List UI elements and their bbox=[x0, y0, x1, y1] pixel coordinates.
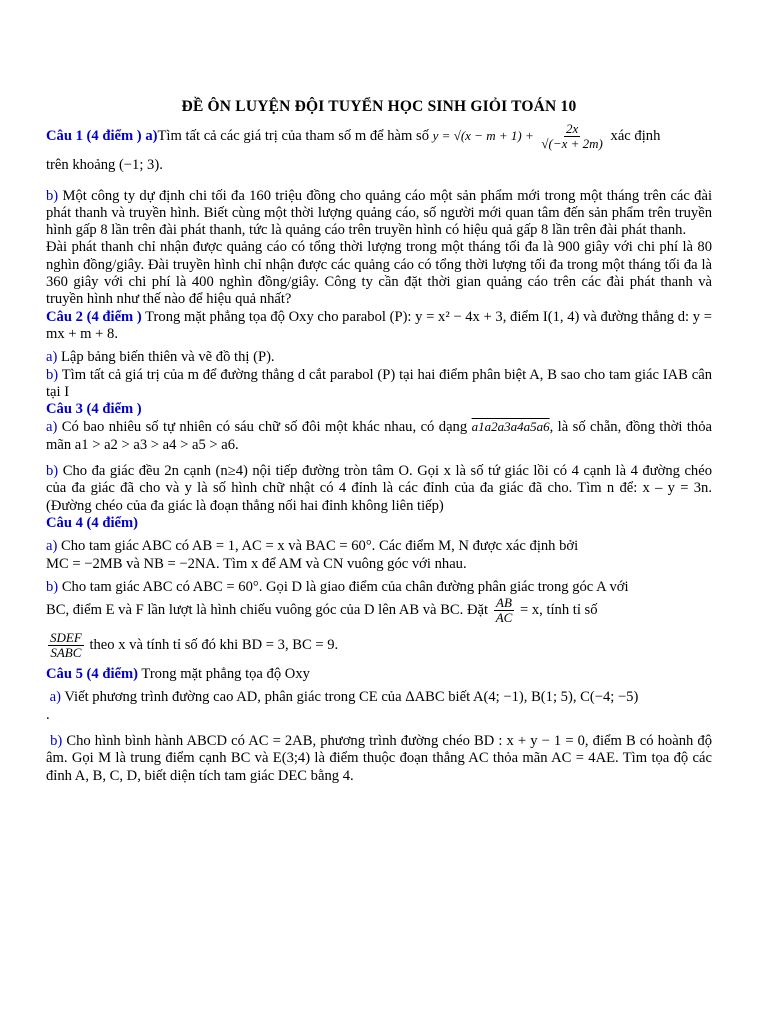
q5-b-label: b) bbox=[50, 733, 63, 750]
q4-b-ratio-den: SABC bbox=[50, 645, 82, 661]
q3-part-a bbox=[46, 418, 712, 454]
q5-a-text: Viết phương trình đường cao AD, phân giác trong CE của ΔABC biết A(4; −1), B(1; 5), C(−4; −5) bbox=[64, 689, 639, 706]
q5-intro bbox=[46, 666, 712, 683]
q2-part-a bbox=[46, 349, 712, 366]
q3-b-label: b) bbox=[46, 463, 59, 480]
q2-a-text: Lập bảng biến thiên và vẽ đồ thị (P). bbox=[61, 349, 275, 366]
q5-heading: Câu 5 (4 điểm) bbox=[46, 666, 139, 683]
q4-b-line3 bbox=[46, 631, 712, 660]
q1-b-text: Một công ty dự định chi tối đa 160 triệu đồng cho quảng cáo một sản phẩm mới trong một tháng trên các đài phát thanh và truyền hình. Biết cùng một thời lượng quảng cáo, số người mới quan tâm đến sản phẩm trên truyền hình gấp 8 lần trên đài phát thanh, tức là quảng cáo trên truyền hình có hiệu quả gấp 8 lần trên đài phát thanh. bbox=[46, 187, 713, 239]
q3-a-text2: , là số chẵn, đồng thời thỏa mãn a1 > a2 > a3 > a4 > a5 > a6. bbox=[46, 419, 712, 453]
q1-a-frac-den: √(−x + 2m) bbox=[541, 136, 603, 152]
q3-heading-line bbox=[46, 401, 712, 418]
q1-a-tail: xác định bbox=[610, 128, 661, 145]
q5-b-text: Cho hình bình hành ABCD có AC = 2AB, phương trình đường chéo BD : x + y − 1 = 0, điểm B có hoành độ âm. Gọi M là trung điểm cạnh BC và E(3;4) là điểm thuộc đoạn thẳng AC thỏa mãn AC = 4AE. Tìm tọa độ các đỉnh A, B, C, D, biết diện tích tam giác DEC bằng 4. bbox=[46, 733, 712, 784]
q3-heading: Câu 3 (4 điểm ) bbox=[46, 401, 142, 418]
q4-heading-line bbox=[46, 515, 712, 532]
q4-a-label: a) bbox=[46, 538, 58, 555]
q1-part-b-p1 bbox=[46, 188, 712, 240]
q4-b-label: b) bbox=[46, 578, 59, 595]
document-title: ĐỀ ÔN LUYỆN ĐỘI TUYỂN HỌC SINH GIỎI TOÁN 10 bbox=[181, 98, 577, 115]
q4-b-text1: Cho tam giác ABC có ABC = 60°. Gọi D là giao điểm của chân đường phân giác trong góc A với bbox=[61, 578, 629, 595]
q5-a-dot: . bbox=[46, 706, 50, 723]
q1-a-fraction bbox=[539, 122, 605, 151]
q1-heading: Câu 1 (4 điểm ) a) bbox=[46, 128, 158, 145]
q4-a-line2: MC = −2MB và NB = −2NA. Tìm x để AM và CN vuông góc với nhau. bbox=[46, 555, 467, 572]
q3-a-text1: Có bao nhiêu số tự nhiên có sáu chữ số đôi một khác nhau, có dạng bbox=[61, 419, 468, 436]
q2-intro bbox=[46, 309, 712, 344]
q4-part-a bbox=[46, 538, 712, 555]
q2-a-label: a) bbox=[46, 349, 58, 366]
q2-b-text: Tìm tất cả giá trị của m để đường thẳng d cắt parabol (P) tại hai điểm phân biệt A, B sao cho tam giác IAB cân tại I bbox=[46, 366, 712, 400]
q4-b-ratio-num: SDEF bbox=[50, 630, 82, 646]
q1-a-line2: trên khoảng (−1; 3). bbox=[46, 157, 163, 174]
q5-text: Trong mặt phẳng tọa độ Oxy bbox=[141, 666, 310, 683]
q4-b-fraction bbox=[494, 596, 515, 625]
q1-a-frac-num: 2x bbox=[565, 121, 579, 137]
q4-b-text3: = x, tính tỉ số bbox=[519, 601, 598, 618]
q1-a-function: y = √(x − m + 1) + bbox=[432, 128, 534, 144]
q2-b-label: b) bbox=[46, 366, 59, 383]
q1-part-b-p2: Đài phát thanh chỉ nhận được quảng cáo có tổng thời lượng trong một tháng tối đa là 900 giây với chi phí là 80 nghìn đồng/giây. Đài truyền hình chỉ nhận được các quảng cáo có tổng thời lượng tối đa trong một tháng tối đa là 360 giây với chi phí là 400 nghìn đồng/giây. Công ty cần đặt thời gian quảng cáo trên các đài phát thanh và truyền hình như thế nào để hiệu quả nhất? bbox=[46, 239, 712, 308]
q4-b-frac-den: AC bbox=[495, 610, 513, 626]
q4-b-frac-num: AB bbox=[496, 595, 512, 611]
q5-part-a bbox=[46, 689, 712, 706]
q3-a-number-form: a1a2a3a4a5a6 bbox=[471, 419, 550, 435]
q4-b-ratio bbox=[48, 631, 84, 660]
q3-b-text: Cho đa giác đều 2n cạnh (n≥4) nội tiếp đường tròn tâm O. Gọi x là số tứ giác lồi có 4 cạnh là 4 đường chéo của đa giác đã cho và y là số hình chữ nhật có 4 đỉnh là các đỉnh của đa giác đã cho. Tìm n để: x – y = 3n. (Đường chéo của đa giác là đoạn thẳng nối hai đỉnh không liên tiếp) bbox=[46, 463, 712, 514]
document-page bbox=[46, 98, 712, 785]
q1-a-text: Tìm tất cả các giá trị của tham số m để hàm số bbox=[157, 128, 429, 145]
q5-a-label: a) bbox=[49, 689, 61, 706]
q4-heading: Câu 4 (4 điểm) bbox=[46, 514, 139, 531]
q3-part-b bbox=[46, 463, 712, 515]
q4-b-text4: theo x và tính tỉ số đó khi BD = 3, BC = 9. bbox=[89, 636, 339, 653]
q3-a-label: a) bbox=[46, 419, 58, 436]
q5-part-b bbox=[46, 733, 712, 785]
q2-part-b bbox=[46, 367, 712, 402]
q2-text: Trong mặt phẳng tọa độ Oxy cho parabol (P): y = x² − 4x + 3, điểm I(1, 4) và đường thẳng d: y = mx + m + 8. bbox=[46, 308, 712, 342]
q4-a-text1: Cho tam giác ABC có AB = 1, AC = x và BAC = 60°. Các điểm M, N được xác định bởi bbox=[61, 538, 579, 555]
q1-part-a bbox=[46, 122, 712, 151]
q4-b-text2: BC, điểm E và F lần lượt là hình chiếu vuông góc của D lên AB và BC. Đặt bbox=[46, 601, 489, 618]
q4-b-line2 bbox=[46, 596, 712, 625]
q1-b-label: b) bbox=[46, 187, 59, 204]
q2-heading: Câu 2 (4 điểm ) bbox=[46, 308, 142, 325]
q4-part-b bbox=[46, 579, 712, 596]
